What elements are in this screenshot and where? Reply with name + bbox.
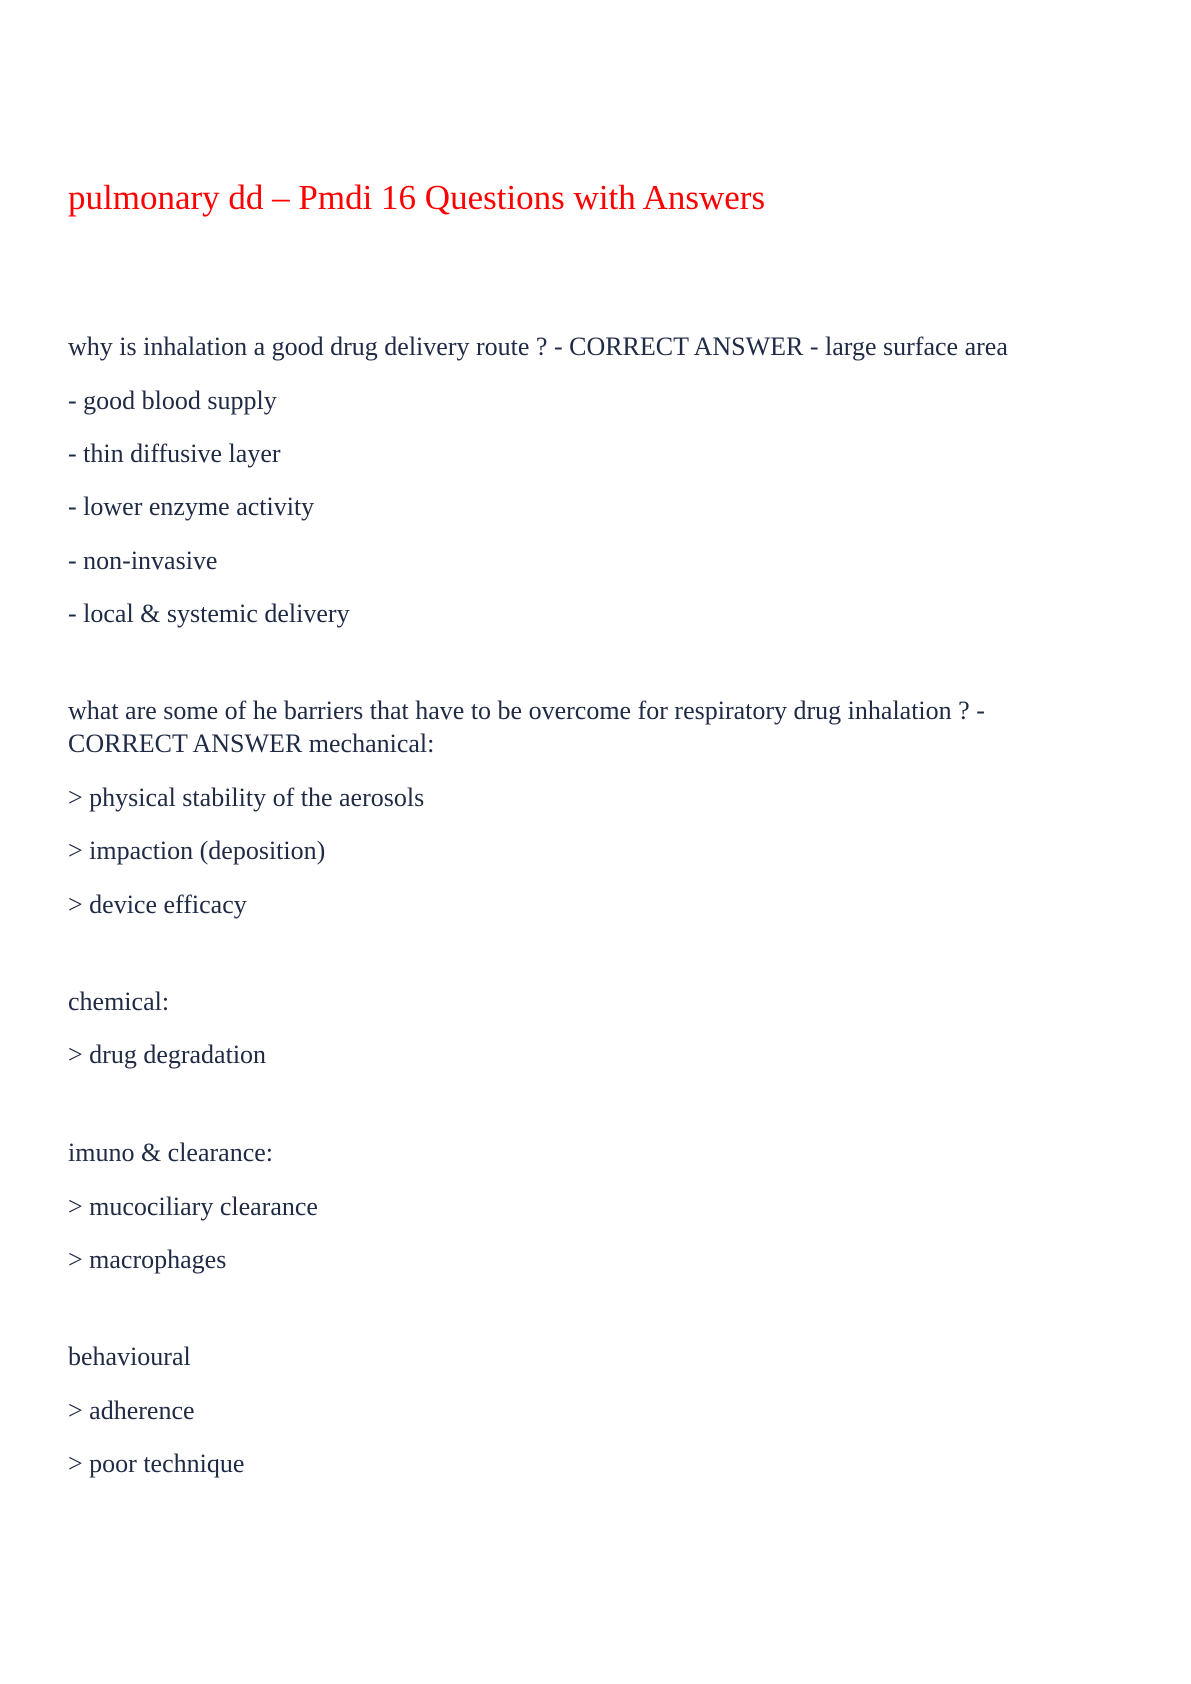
answer-item: > drug degradation bbox=[68, 1040, 267, 1069]
section-heading-behavioural: behavioural bbox=[68, 1342, 191, 1371]
question-2-text-line-1: what are some of he barriers that have to be overcome for respiratory drug inhalation ? - bbox=[68, 696, 985, 725]
section-heading-chemical: chemical: bbox=[68, 987, 170, 1016]
answer-item: > macrophages bbox=[68, 1245, 227, 1274]
answer-item: > mucociliary clearance bbox=[68, 1192, 318, 1221]
answer-item: > poor technique bbox=[68, 1449, 245, 1478]
section-heading-immuno: imuno & clearance: bbox=[68, 1138, 274, 1167]
question-1-text: why is inhalation a good drug delivery route ? - CORRECT ANSWER - large surface area bbox=[68, 332, 1008, 361]
answer-item: - good blood supply bbox=[68, 386, 277, 415]
question-2-text-line-2: CORRECT ANSWER mechanical: bbox=[68, 729, 435, 758]
answer-item: - local & systemic delivery bbox=[68, 599, 350, 628]
answer-item: > impaction (deposition) bbox=[68, 836, 326, 865]
answer-item: - thin diffusive layer bbox=[68, 439, 281, 468]
answer-item: - non-invasive bbox=[68, 546, 218, 575]
answer-item: - lower enzyme activity bbox=[68, 492, 315, 521]
answer-item: > device efficacy bbox=[68, 890, 247, 919]
answer-item: > physical stability of the aerosols bbox=[68, 783, 425, 812]
answer-item: > adherence bbox=[68, 1396, 195, 1425]
document-title: pulmonary dd – Pmdi 16 Questions with Answers bbox=[68, 178, 766, 217]
